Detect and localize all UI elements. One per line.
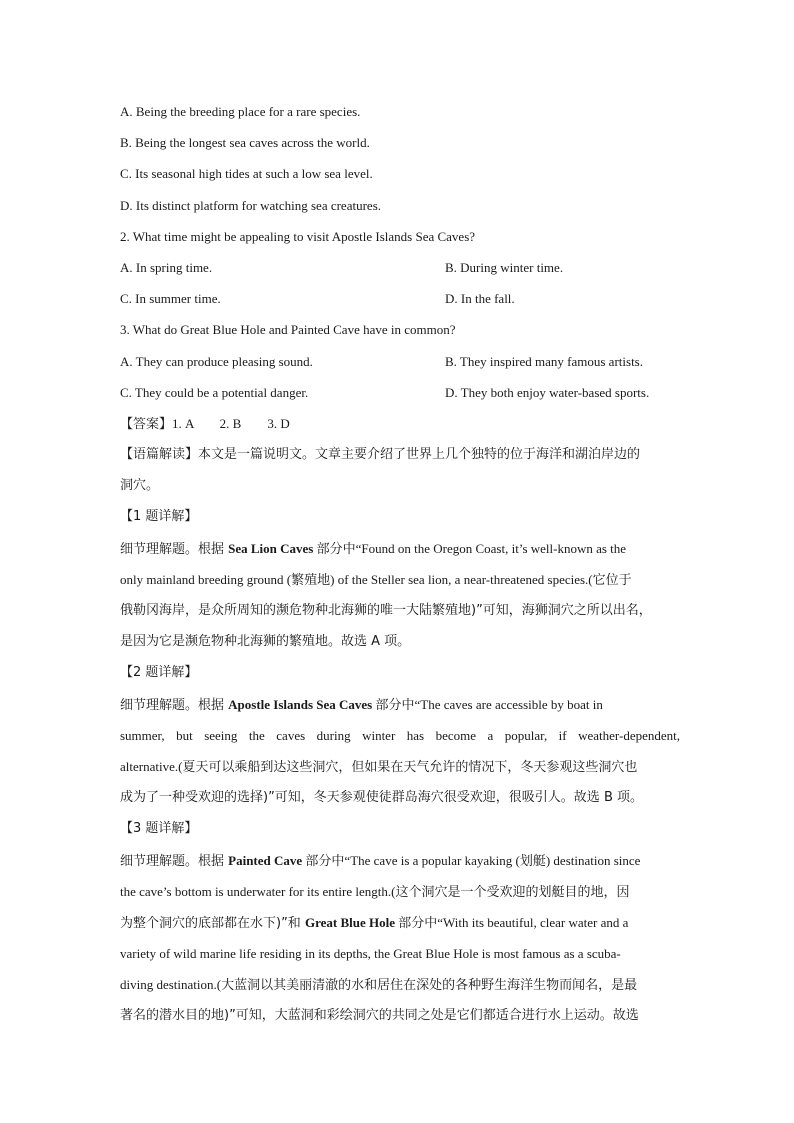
q3-options-row-2 <box>120 377 680 408</box>
detail-1-line-4: 是因为它是濒危物种北海狮的繁殖地。故选 A 项。 <box>120 634 411 650</box>
q2-option-d: D. In the fall. <box>445 291 515 307</box>
detail-1-section-name: Sea Lion Caves <box>228 540 314 556</box>
detail-1-quote-start: 部分中“Found on the Oregon Coast, it’s well-known as the <box>313 540 627 556</box>
q2-options-row-2 <box>120 283 680 314</box>
detail-2-section-name: Apostle Islands Sea Caves <box>228 696 373 712</box>
detail-2-line-4: 成为了一种受欢迎的选择)”可知，冬天参观使徒群岛海穴很受欢迎，很吸引人。故选 B 项。 <box>120 790 643 806</box>
detail-3-quote-start-2: 部分中“With its beautiful, clear water and a <box>394 914 629 930</box>
q1-option-a: A. Being the breeding place for a rare species. <box>120 104 361 119</box>
detail-3-section-name-2: Great Blue Hole <box>304 914 395 930</box>
detail-1-line-1 <box>120 533 680 564</box>
detail-1-heading: 【1 题详解】 <box>120 509 198 525</box>
q2-option-c: C. In summer time. <box>120 291 221 307</box>
q1-option-b: B. Being the longest sea caves across the world. <box>120 135 370 151</box>
q2-option-b: B. During winter time. <box>445 259 564 275</box>
answer-text: 1. A 2. B 3. D <box>172 415 290 431</box>
detail-2-lead: 细节理解题。根据 <box>120 697 229 713</box>
detail-3-line-5: diving destination.(大蓝洞以其美丽清澈的水和居住在深处的各种野生海洋生物而闻名，是最 <box>120 977 638 993</box>
summary-tag: 【语篇解读】 <box>120 447 199 463</box>
detail-3-line-6: 著名的潜水目的地)”可知，大蓝洞和彩绘洞穴的共同之处是它们都适合进行水上运动。故选 <box>120 1008 639 1024</box>
summary-line-1 <box>120 439 680 470</box>
q3-option-a: A. They can produce pleasing sound. <box>120 353 313 369</box>
answer-tag: 【答案】 <box>120 416 173 432</box>
summary-line-2: 洞穴。 <box>120 478 160 494</box>
detail-2-quote-start: 部分中“The caves are accessible by boat in <box>372 696 603 712</box>
detail-3-lead: 细节理解题。根据 <box>120 853 229 869</box>
q2-stem: 2. What time might be appealing to visit Apostle Islands Sea Caves? <box>120 228 476 244</box>
q3-option-c: C. They could be a potential danger. <box>120 384 309 400</box>
answer-line <box>120 408 680 439</box>
detail-3-lead-2: 为整个洞穴的底部都在水下)”和 <box>120 915 305 931</box>
detail-3-section-name: Painted Cave <box>228 852 303 868</box>
detail-2-line-1 <box>120 689 680 720</box>
detail-2-line-3: alternative.(夏天可以乘船到达这些洞穴，但如果在天气允许的情况下，冬天参观这些洞穴也 <box>120 758 638 774</box>
detail-3-heading: 【3 题详解】 <box>120 821 198 837</box>
q1-option-c: C. Its seasonal high tides at such a low sea level. <box>120 166 373 182</box>
q3-option-b: B. They inspired many famous artists. <box>445 353 643 369</box>
q2-option-a: A. In spring time. <box>120 259 213 275</box>
q3-option-d: D. They both enjoy water-based sports. <box>445 384 650 400</box>
detail-1-lead: 细节理解题。根据 <box>120 541 229 557</box>
detail-1-line-3: 俄勒冈海岸，是众所周知的濒危物种北海狮的唯一大陆繁殖地)”可知，海狮洞穴之所以出名， <box>120 603 652 618</box>
q2-options-row-1 <box>120 252 680 283</box>
q3-options-row-1 <box>120 346 680 377</box>
detail-1-line-2: only mainland breeding ground (繁殖地) of the Steller sea lion, a near-threatened species.(它位于 <box>120 571 632 587</box>
detail-3-line-2: the cave’s bottom is underwater for its entire length.(这个洞穴是一个受欢迎的划艇目的地，因 <box>120 883 630 899</box>
detail-3-line-4: variety of wild marine life residing in its depths, the Great Blue Hole is most famous as a scuba- <box>120 946 621 962</box>
detail-2-line-2: summer, but seeing the caves during winter has become a popular, if weather-dependent, <box>120 727 680 743</box>
document-page <box>120 96 680 1032</box>
q1-option-d: D. Its distinct platform for watching sea creatures. <box>120 197 381 213</box>
detail-3-quote-start: 部分中“The cave is a popular kayaking (划艇) destination since <box>302 852 641 868</box>
detail-3-line-1 <box>120 845 680 876</box>
detail-2-heading: 【2 题详解】 <box>120 665 198 681</box>
q3-stem: 3. What do Great Blue Hole and Painted Cave have in common? <box>120 322 456 338</box>
summary-text: 本文是一篇说明文。文章主要介绍了世界上几个独特的位于海洋和湖泊岸边的 <box>198 447 641 463</box>
detail-3-line-3 <box>120 907 680 938</box>
